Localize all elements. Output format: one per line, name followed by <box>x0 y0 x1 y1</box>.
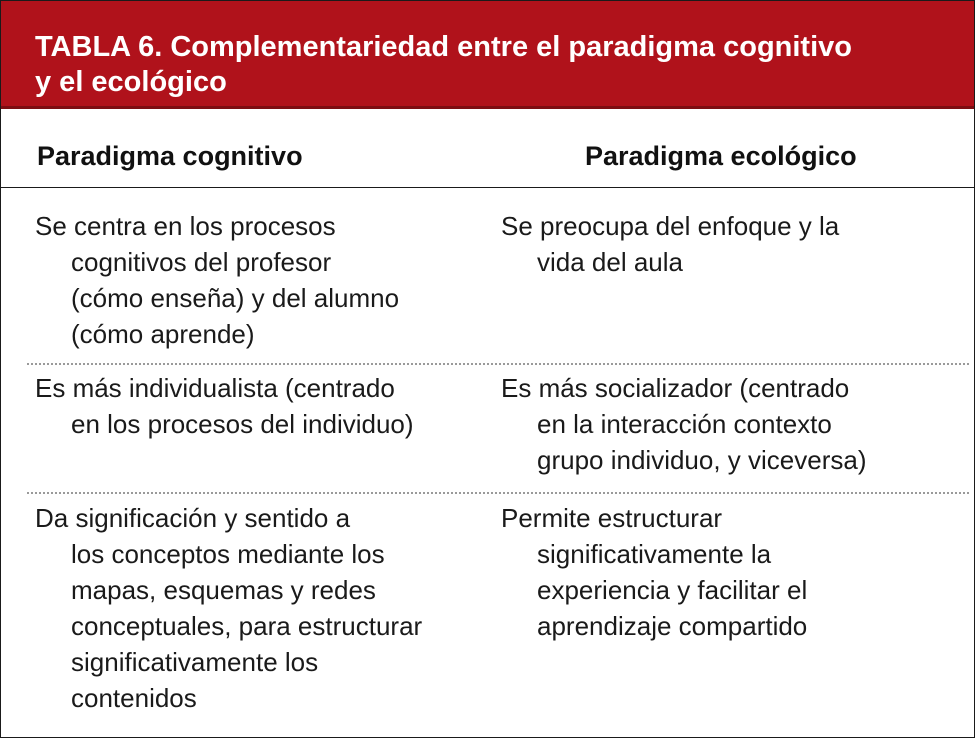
row-3-cognitive-line-3: mapas, esquemas y redes <box>71 575 376 605</box>
row-3-ecological-cell <box>501 500 807 644</box>
table-title-bar <box>1 1 974 109</box>
row-3-cognitive-line-1: Da significación y sentido a <box>35 503 351 533</box>
row-3-ecological-line-4: aprendizaje compartido <box>537 611 808 641</box>
header-divider <box>1 187 974 188</box>
row-3-cognitive-cell <box>35 500 422 716</box>
row-1-ecological-line-2: vida del aula <box>537 247 683 277</box>
row-1-cognitive-line-1: Se centra en los procesos <box>35 211 336 241</box>
row-2-cognitive-cell <box>35 370 414 442</box>
row-3-ecological-line-1: Permite estructurar <box>501 503 723 533</box>
column-header-cognitive: Paradigma cognitivo <box>37 141 303 171</box>
table-title-line-1: TABLA 6. Complementariedad entre el paradigma cognitivo <box>35 31 852 63</box>
row-1-cognitive-line-2: cognitivos del profesor <box>71 247 332 277</box>
row-1-ecological-cell <box>501 208 839 280</box>
table-title-line-2: y el ecológico <box>35 66 227 98</box>
row-3-ecological-line-3: experiencia y facilitar el <box>537 575 808 605</box>
row-2-cognitive-line-1: Es más individualista (centrado <box>35 373 395 403</box>
row-1-cognitive-cell <box>35 208 399 352</box>
row-divider-1 <box>27 363 969 365</box>
row-2-ecological-line-2: en la interacción contexto <box>537 409 832 439</box>
row-3-cognitive-line-2: los conceptos mediante los <box>71 539 385 569</box>
row-2-ecological-line-1: Es más socializador (centrado <box>501 373 850 403</box>
row-divider-2 <box>27 492 969 494</box>
row-3-cognitive-line-5: significativamente los <box>71 647 319 677</box>
table-title <box>35 30 852 100</box>
row-2-ecological-line-3: grupo individuo, y viceversa) <box>537 445 867 475</box>
row-2-cognitive-line-2: en los procesos del individuo) <box>71 409 414 439</box>
row-3-ecological-line-2: significativamente la <box>537 539 772 569</box>
row-2-ecological-cell <box>501 370 867 478</box>
row-3-cognitive-line-6: contenidos <box>71 683 197 713</box>
row-1-cognitive-line-4: (cómo aprende) <box>71 319 255 349</box>
row-1-ecological-line-1: Se preocupa del enfoque y la <box>501 211 840 241</box>
column-header-ecological: Paradigma ecológico <box>585 141 857 171</box>
row-3-cognitive-line-4: conceptuales, para estructurar <box>71 611 423 641</box>
row-1-cognitive-line-3: (cómo enseña) y del alumno <box>71 283 400 313</box>
